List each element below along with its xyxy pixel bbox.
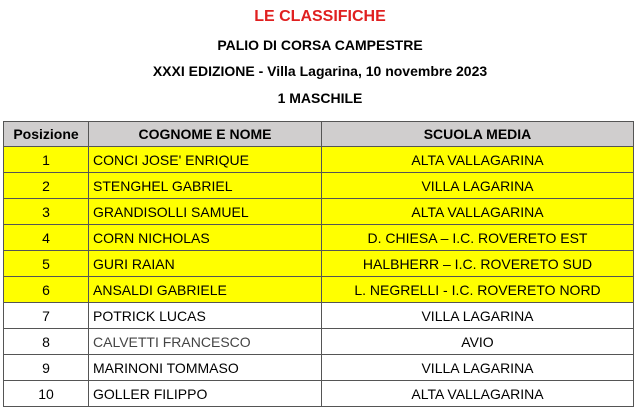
position-cell: 6	[4, 277, 89, 303]
athlete-name-cell: GURI RAIAN	[89, 251, 322, 277]
athlete-name-cell: GOLLER FILIPPO	[89, 381, 322, 407]
school-cell: VILLA LAGARINA	[322, 173, 634, 199]
page-title: LE CLASSIFICHE	[254, 8, 386, 25]
school-cell: L. NEGRELLI - I.C. ROVERETO NORD	[322, 277, 634, 303]
position-cell: 9	[4, 355, 89, 381]
table-row	[4, 225, 634, 251]
athlete-name-cell: CALVETTI FRANCESCO	[89, 329, 322, 355]
school-cell: ALTA VALLAGARINA	[322, 147, 634, 173]
table-row	[4, 303, 634, 329]
event-edition: XXXI EDIZIONE - Villa Lagarina, 10 novembre 2023	[152, 63, 488, 79]
column-header-school: SCUOLA MEDIA	[322, 122, 634, 147]
position-cell: 8	[4, 329, 89, 355]
position-cell: 1	[4, 147, 89, 173]
position-cell: 10	[4, 381, 89, 407]
table-row	[4, 147, 634, 173]
category-label: 1 MASCHILE	[277, 90, 363, 106]
athlete-name-cell: CORN NICHOLAS	[89, 225, 322, 251]
position-cell: 5	[4, 251, 89, 277]
table-header-row	[4, 122, 634, 147]
school-cell: VILLA LAGARINA	[322, 303, 634, 329]
school-cell: D. CHIESA – I.C. ROVERETO EST	[322, 225, 634, 251]
table-row	[4, 277, 634, 303]
table-row	[4, 251, 634, 277]
position-cell: 4	[4, 225, 89, 251]
athlete-name-cell: ANSALDI GABRIELE	[89, 277, 322, 303]
event-name: PALIO DI CORSA CAMPESTRE	[217, 37, 423, 53]
school-cell: HALBHERR – I.C. ROVERETO SUD	[322, 251, 634, 277]
athlete-name-cell: MARINONI TOMMASO	[89, 355, 322, 381]
position-cell: 2	[4, 173, 89, 199]
athlete-name-cell: POTRICK LUCAS	[89, 303, 322, 329]
results-table	[3, 121, 634, 407]
table-row	[4, 329, 634, 355]
school-cell: VILLA LAGARINA	[322, 355, 634, 381]
athlete-name-cell: CONCI JOSE' ENRIQUE	[89, 147, 322, 173]
table-row	[4, 381, 634, 407]
school-cell: ALTA VALLAGARINA	[322, 381, 634, 407]
column-header-name: COGNOME E NOME	[89, 122, 322, 147]
table-row	[4, 173, 634, 199]
school-cell: AVIO	[322, 329, 634, 355]
column-header-position: Posizione	[4, 122, 89, 147]
athlete-name-cell: STENGHEL GABRIEL	[89, 173, 322, 199]
table-row	[4, 355, 634, 381]
position-cell: 7	[4, 303, 89, 329]
position-cell: 3	[4, 199, 89, 225]
school-cell: ALTA VALLAGARINA	[322, 199, 634, 225]
table-row	[4, 199, 634, 225]
athlete-name-cell: GRANDISOLLI SAMUEL	[89, 199, 322, 225]
